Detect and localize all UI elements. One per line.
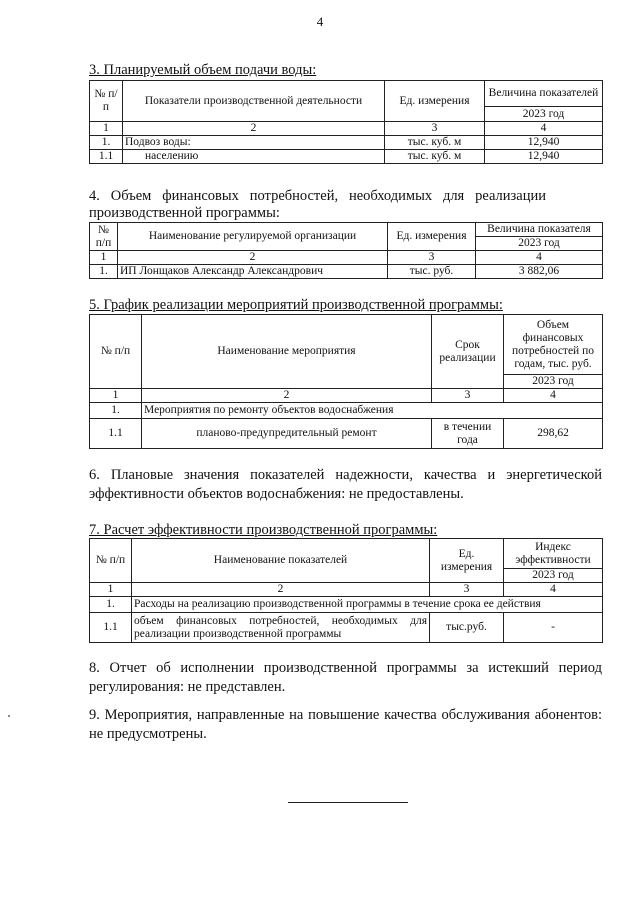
colnum: 3 [385, 122, 485, 136]
section7-heading: 7. Расчет эффективности производственной программы: [89, 522, 438, 538]
group-num: 1. [90, 403, 142, 419]
header-year: 2023 год [504, 375, 603, 389]
header-value: Индекс эффективности [504, 539, 603, 569]
table-row [90, 265, 603, 279]
row-value: - [504, 613, 603, 643]
group-name: Мероприятия по ремонту объектов водоснабжения [142, 403, 603, 419]
section8-text: 8. Отчет об исполнении производственной программы за истекший период регулирования: не представлен. [89, 660, 602, 695]
group-name: Расходы на реализацию производственной программы в течение срока ее действия [132, 597, 603, 613]
row-num: 1.1 [90, 150, 123, 164]
group-num: 1. [90, 597, 132, 613]
page-number: 4 [316, 14, 324, 29]
header-num: № п/п [90, 81, 123, 122]
colnum: 1 [90, 583, 132, 597]
row-unit: тыс. куб. м [385, 150, 485, 164]
efficiency-table [89, 538, 603, 643]
header-name: Наименование регулируемой организации [118, 223, 388, 251]
row-num: 1.1 [90, 613, 132, 643]
section3-heading: 3. Планируемый объем подачи воды: [89, 62, 317, 78]
colnum: 2 [118, 251, 388, 265]
header-num: № п/п [90, 539, 132, 583]
section6-text: 6. Плановые значения показателей надежности, качества и энергетической эффективности объектов водоснабжения: не предоставлены. [89, 467, 602, 502]
row-name: Подвоз воды: [123, 136, 385, 150]
header-term: Срок реализации [432, 315, 504, 389]
row-unit: тыс.руб. [430, 613, 504, 643]
header-year: 2023 год [504, 569, 603, 583]
colnum: 3 [432, 389, 504, 403]
colnum: 2 [123, 122, 385, 136]
colnum: 2 [132, 583, 430, 597]
header-num: № п/п [90, 315, 142, 389]
row-num: 1. [90, 265, 118, 279]
header-unit: Ед. измерения [388, 223, 476, 251]
row-unit: тыс. руб. [388, 265, 476, 279]
closing-rule [288, 802, 408, 803]
header-name: Наименование показателей [132, 539, 430, 583]
colnum: 4 [476, 251, 603, 265]
section4-heading-line2: производственной программы: [89, 205, 280, 221]
colnum: 4 [504, 389, 603, 403]
table-row [90, 419, 603, 449]
colnum: 3 [430, 583, 504, 597]
colnum: 4 [504, 583, 603, 597]
table-group-row [90, 403, 603, 419]
header-value: Величина показателя [476, 223, 603, 237]
table-row [90, 136, 603, 150]
colnum: 2 [142, 389, 432, 403]
section9-text: 9. Мероприятия, направленные на повышение качества обслуживания абонентов: не предусмотрены. [89, 707, 602, 742]
colnum: 4 [485, 122, 603, 136]
colnum: 1 [90, 122, 123, 136]
row-num: 1.1 [90, 419, 142, 449]
row-name: ИП Лонщаков Александр Александрович [118, 265, 388, 279]
margin-mark [8, 715, 10, 717]
header-year: 2023 год [476, 237, 603, 251]
header-value: Величина показателей [485, 81, 603, 107]
row-name: планово-предупредительный ремонт [142, 419, 432, 449]
colnum: 1 [90, 389, 142, 403]
table-row [90, 150, 603, 164]
table-row [90, 613, 603, 643]
header-num: № п/п [90, 223, 118, 251]
table-group-row [90, 597, 603, 613]
row-unit: тыс. куб. м [385, 136, 485, 150]
row-name: населению [123, 150, 385, 164]
header-name: Показатели производственной деятельности [123, 81, 385, 122]
header-unit: Ед. измерения [430, 539, 504, 583]
row-num: 1. [90, 136, 123, 150]
section5-heading: 5. График реализации мероприятий производственной программы: [89, 297, 503, 313]
row-value: 298,62 [504, 419, 603, 449]
row-value: 12,940 [485, 136, 603, 150]
row-name: объем финансовых потребностей, необходимых для реализации производственной программы [132, 613, 430, 643]
header-name: Наименование мероприятия [142, 315, 432, 389]
financial-needs-table [89, 222, 603, 279]
header-year: 2023 год [485, 107, 603, 122]
row-term: в течении года [432, 419, 504, 449]
water-supply-table [89, 80, 603, 164]
row-value: 12,940 [485, 150, 603, 164]
row-value: 3 882,06 [476, 265, 603, 279]
section4-heading-line1: 4. Объем финансовых потребностей, необходимых для реализации [89, 188, 546, 204]
schedule-table [89, 314, 603, 449]
colnum: 3 [388, 251, 476, 265]
header-value: Объем финансовых потребностей по годам, тыс. руб. [504, 315, 603, 375]
colnum: 1 [90, 251, 118, 265]
header-unit: Ед. измерения [385, 81, 485, 122]
